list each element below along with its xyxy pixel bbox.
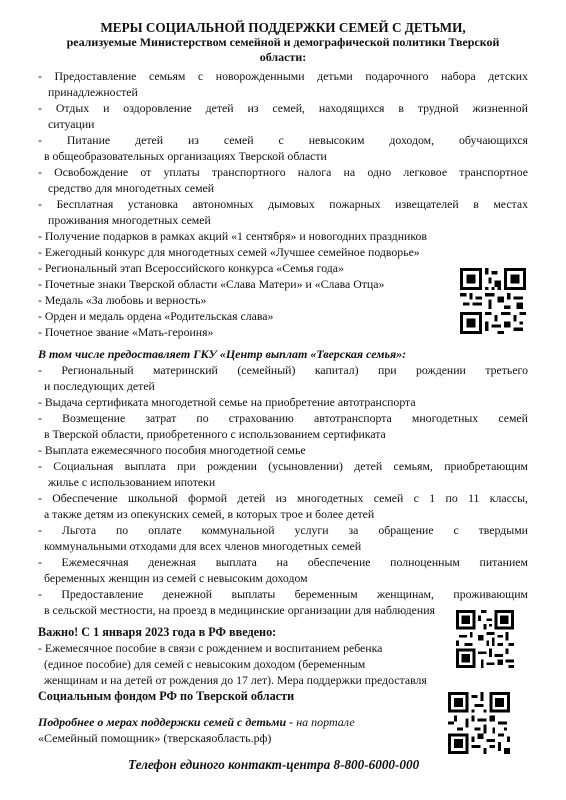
list-item-continuation: жилье с использованием ипотеки [48,475,216,489]
qr-code-icon[interactable] [460,268,526,334]
notice-line: - Ежемесячное пособие в связи с рождением и воспитанием ребенка [38,641,383,655]
list-item-continuation: а также детям из опекунских семей, в которых трое и более детей [44,507,375,521]
list-item: - Отдых и оздоровление детей из семей, находящихся в трудной жизненной [38,101,528,115]
notice-line: Социальным фондом РФ по Тверской области [38,689,295,703]
portal-link[interactable]: «Семейный помощник» (тверскаяобласть.рф) [38,731,272,745]
list-item: - Освобождение от уплаты транспортного налога на одно легковое транспортное [38,165,528,179]
more-info-rest: на портале [293,715,355,729]
list-item-continuation: в Тверской области, приобретенного с использованием сертификата [44,427,386,441]
list-item: - Обеспечение школьной формой детей из многодетных семей с 1 по 11 классы, [38,491,528,505]
list-item-continuation: и последующих детей [44,379,155,393]
list-item: - Выплата ежемесячного пособия многодетной семье [38,443,306,457]
list-item: - Социальная выплата при рождении (усыновлении) детей семьям, приобретающим [38,459,528,473]
list-item-continuation: принадлежностей [48,85,138,99]
more-info-lead: Подробнее о мерах поддержки семей с детьми - [38,715,294,729]
list-item: - Бесплатная установка автономных дымовых пожарных извещателей в местах [38,197,528,211]
notice-heading: Важно! С 1 января 2023 года в РФ введено: [38,625,277,639]
list-item-continuation: средство для многодетных семей [48,181,215,195]
list-item-continuation: в сельской местности, на проезд в медицинские организации для наблюдения [44,603,435,617]
contact-center-phone: Телефон единого контакт-центра 8-800-6000-000 [128,757,420,772]
more-info-line [38,714,355,730]
qr-code-icon[interactable] [448,692,510,754]
list-item: - Орден и медаль ордена «Родительская слава» [38,309,274,323]
list-item: - Возмещение затрат по страхованию автотранспорта многодетных семей [38,411,528,425]
list-item-continuation: коммунальными отходами для всех членов многодетных семей [44,539,362,553]
list-item: - Ежемесячная денежная выплата на обеспечение полноценным питанием [38,555,528,569]
list-item: - Медаль «За любовь и верность» [38,293,207,307]
qr-code-graphic [448,692,510,754]
list-item: - Льгота по оплате коммунальной услуги за обращение с твердыми [38,523,528,537]
list-item-continuation: проживания многодетных семей [48,213,211,227]
qr-code-icon[interactable] [456,610,514,668]
page-title: МЕРЫ СОЦИАЛЬНОЙ ПОДДЕРЖКИ СЕМЕЙ С ДЕТЬМИ, [100,20,466,35]
gku-section-heading: В том числе предоставляет ГКУ «Центр выплат «Тверская семья»: [38,347,407,361]
list-item-continuation: в общеобразовательных организациях Тверской области [44,149,327,163]
list-item: - Получение подарков в рамках акций «1 сентября» и новогодних праздников [38,229,427,243]
list-item-continuation: беременных женщин из семей с невысоким доходом [44,571,308,585]
list-item: - Региональный материнский (семейный) капитал) при рождении третьего [38,363,528,377]
list-item: - Предоставление семьям с новорожденными детьми подарочного набора детских [38,69,528,83]
qr-code-graphic [456,610,514,668]
list-item: - Ежегодный конкурс для многодетных семей «Лучшее семейное подворье» [38,245,420,259]
list-item: - Региональный этап Всероссийского конкурса «Семья года» [38,261,344,275]
page-subtitle-line-1: реализуемые Министерством семейной и демографической политики Тверской [66,35,500,49]
notice-line: женщинам и на детей от рождения до 17 лет). Мера поддержки предоставля [44,673,427,687]
list-item: - Почетное звание «Мать-героиня» [38,325,214,339]
page-subtitle-line-2: области: [259,50,307,64]
list-item: - Предоставление денежной выплаты беременным женщинам, проживающим [38,587,528,601]
qr-code-graphic [460,268,526,334]
list-item: - Питание детей из семей с невысоким доходом, обучающихся [38,133,528,147]
list-item-continuation: ситуации [48,117,95,131]
list-item: - Почетные знаки Тверской области «Слава Матери» и «Слава Отца» [38,277,385,291]
list-item: - Выдача сертификата многодетной семье на приобретение автотранспорта [38,395,416,409]
notice-line: (единое пособие) для семей с невысоким доходом (беременным [44,657,366,671]
